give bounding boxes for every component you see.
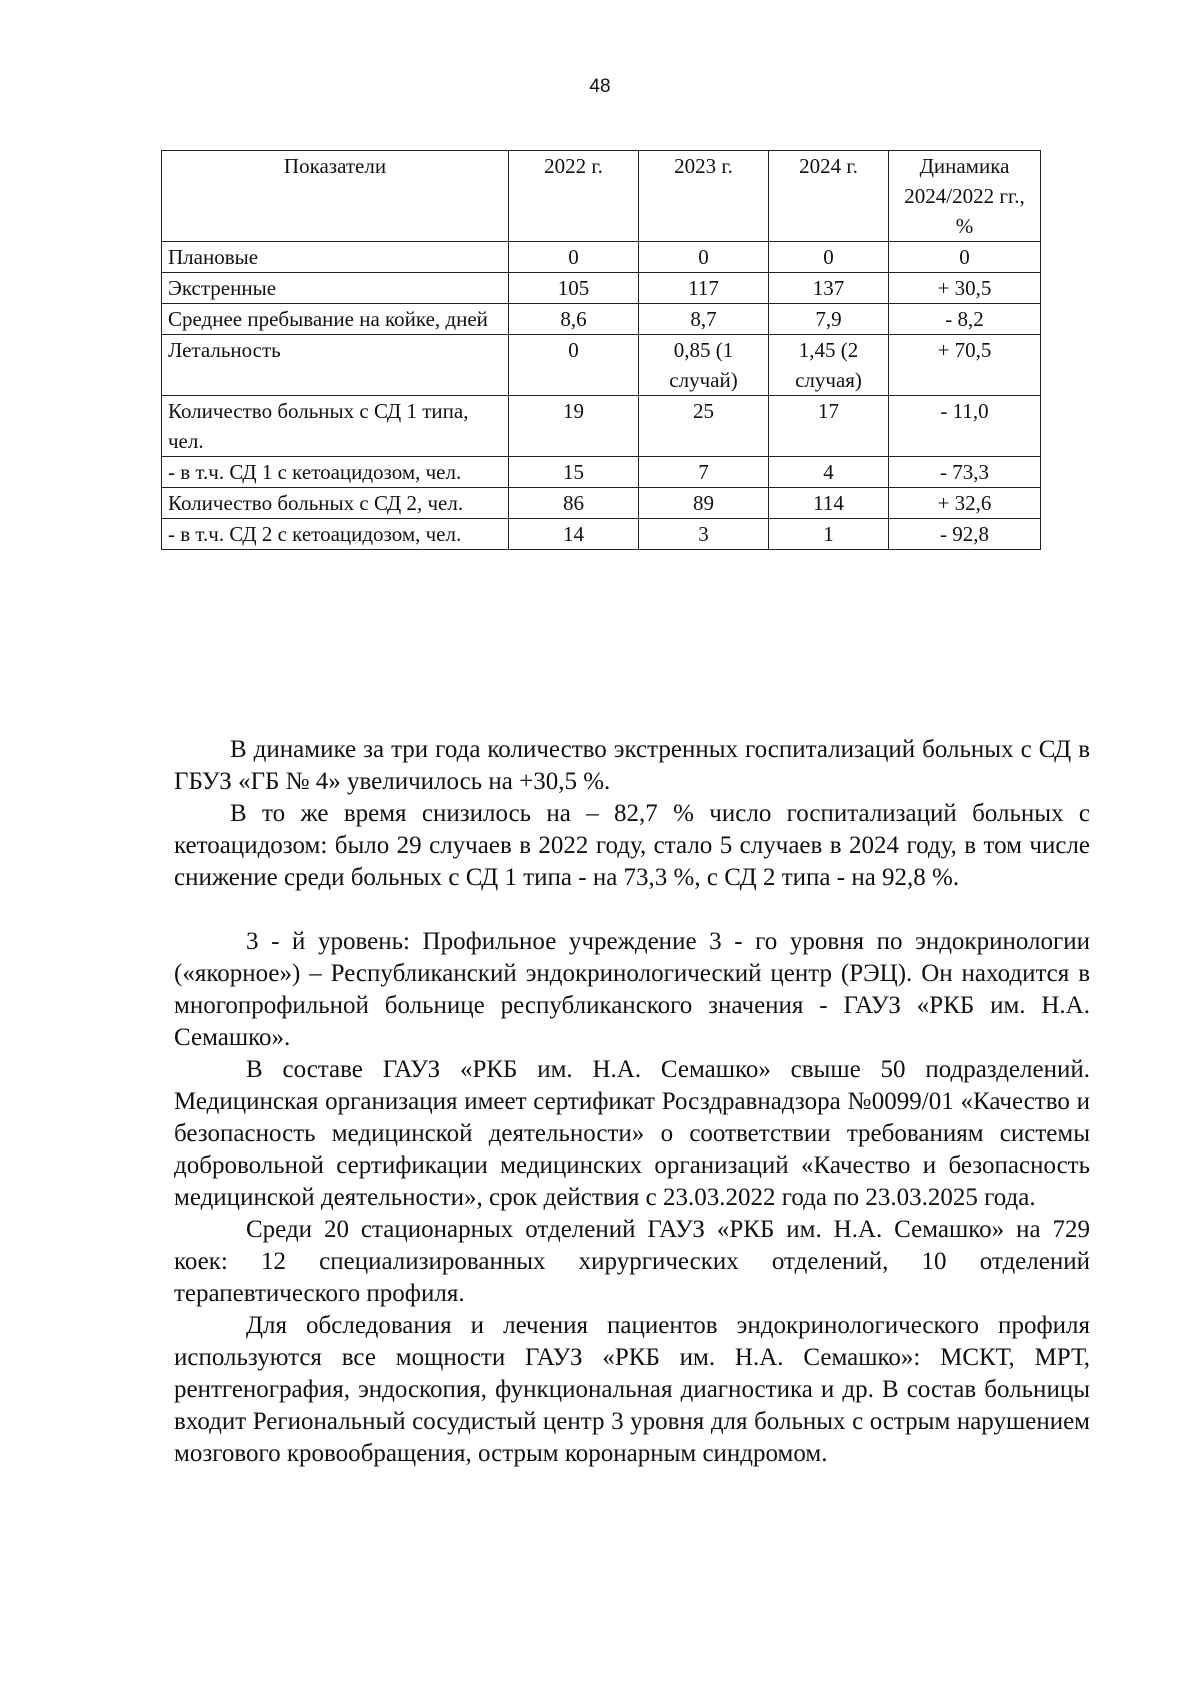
value-2022: 8,6 [509,304,639,335]
row-label: Количество больных с СД 2, чел. [162,488,509,519]
value-2022: 0 [509,335,639,396]
body-text [174,734,1090,1470]
value-dynamics: + 32,6 [889,488,1041,519]
value-2022: 15 [509,457,639,488]
value-2024: 114 [769,488,889,519]
value-dynamics: + 30,5 [889,273,1041,304]
value-2024: 1,45 (2 случая) [769,335,889,396]
value-dynamics: 0 [889,242,1041,273]
row-label: Плановые [162,242,509,273]
paragraph-ketoacidosis-decline: В то же время снизилось на – 82,7 % число госпитализаций больных с кетоацидозом: было 29 случаев в 2022 году, стало 5 случаев в 2024 году, в том числе снижение среди больных с СД 1 типа - на 73,3 %, с СД 2 типа - на 92,8 %. [174,800,1090,891]
paragraph-emergency-dynamics: В динамике за три года количество экстренных госпитализаций больных с СД в ГБУЗ «ГБ № 4» увеличилось на +30,5 %. [174,736,1090,795]
value-2023: 117 [639,273,769,304]
table-row [162,457,1041,488]
table-row [162,304,1041,335]
header-2024: 2024 г. [769,151,889,242]
value-dynamics: - 92,8 [889,519,1041,550]
header-2023: 2023 г. [639,151,769,242]
value-2022: 0 [509,242,639,273]
row-label: Количество больных с СД 1 типа, чел. [162,396,509,457]
value-2024: 17 [769,396,889,457]
value-2024: 7,9 [769,304,889,335]
value-dynamics: + 70,5 [889,335,1041,396]
value-2023: 0 [639,242,769,273]
table-row [162,488,1041,519]
value-2023: 3 [639,519,769,550]
value-dynamics: - 8,2 [889,304,1041,335]
value-2024: 137 [769,273,889,304]
table-row [162,335,1041,396]
table-row [162,242,1041,273]
header-indicators: Показатели [162,151,509,242]
value-2023: 0,85 (1 случай) [639,335,769,396]
value-2022: 86 [509,488,639,519]
value-2023: 89 [639,488,769,519]
value-dynamics: - 73,3 [889,457,1041,488]
header-dynamics: Динамика 2024/2022 гг., % [889,151,1041,242]
value-dynamics: - 11,0 [889,396,1041,457]
paragraph-departments: Среди 20 стационарных отделений ГАУЗ «РКБ им. Н.А. Семашко» на 729 коек: 12 специализированных хирургических отделений, 10 отделений терапевтического профиля. [174,1216,1090,1307]
table-header-row [162,151,1041,242]
value-2023: 25 [639,396,769,457]
row-label: - в т.ч. СД 1 с кетоацидозом, чел. [162,457,509,488]
value-2022: 14 [509,519,639,550]
row-label: Летальность [162,335,509,396]
paragraph-level-3: 3 - й уровень: Профильное учреждение 3 - го уровня по эндокринологии («якорное») – Республиканский эндокринологический центр (РЭЦ). Он находится в многопрофильной больнице республиканского значения - ГАУЗ «РКБ им. Н.А. Семашко». [174,928,1090,1051]
row-label: Экстренные [162,273,509,304]
header-2022: 2022 г. [509,151,639,242]
value-2024: 0 [769,242,889,273]
paragraph-certificate: В составе ГАУЗ «РКБ им. Н.А. Семашко» свыше 50 подразделений. Медицинская организация имеет сертификат Росздравнадзора №0099/01 «Качество и безопасность медицинской деятельности» о соответствии требованиям системы добровольной сертификации медицинских организаций «Качество и безопасность медицинской деятельности», срок действия с 23.03.2022 года по 23.03.2025 года. [174,1056,1090,1211]
value-2024: 4 [769,457,889,488]
row-label: - в т.ч. СД 2 с кетоацидозом, чел. [162,519,509,550]
paragraph-diagnostics: Для обследования и лечения пациентов эндокринологического профиля используются все мощности ГАУЗ «РКБ им. Н.А. Семашко»: МСКТ, МРТ, рентгенография, эндоскопия, функциональная диагностика и др. В состав больницы входит Региональный сосудистый центр 3 уровня для больных с острым нарушением мозгового кровообращения, острым коронарным синдромом. [174,1312,1090,1467]
value-2022: 19 [509,396,639,457]
table-row [162,519,1041,550]
page-number: 48 [589,76,611,97]
value-2023: 7 [639,457,769,488]
table-row [162,273,1041,304]
statistics-table [161,150,1041,550]
value-2022: 105 [509,273,639,304]
row-label: Среднее пребывание на койке, дней [162,304,509,335]
value-2024: 1 [769,519,889,550]
table-row [162,396,1041,457]
value-2023: 8,7 [639,304,769,335]
